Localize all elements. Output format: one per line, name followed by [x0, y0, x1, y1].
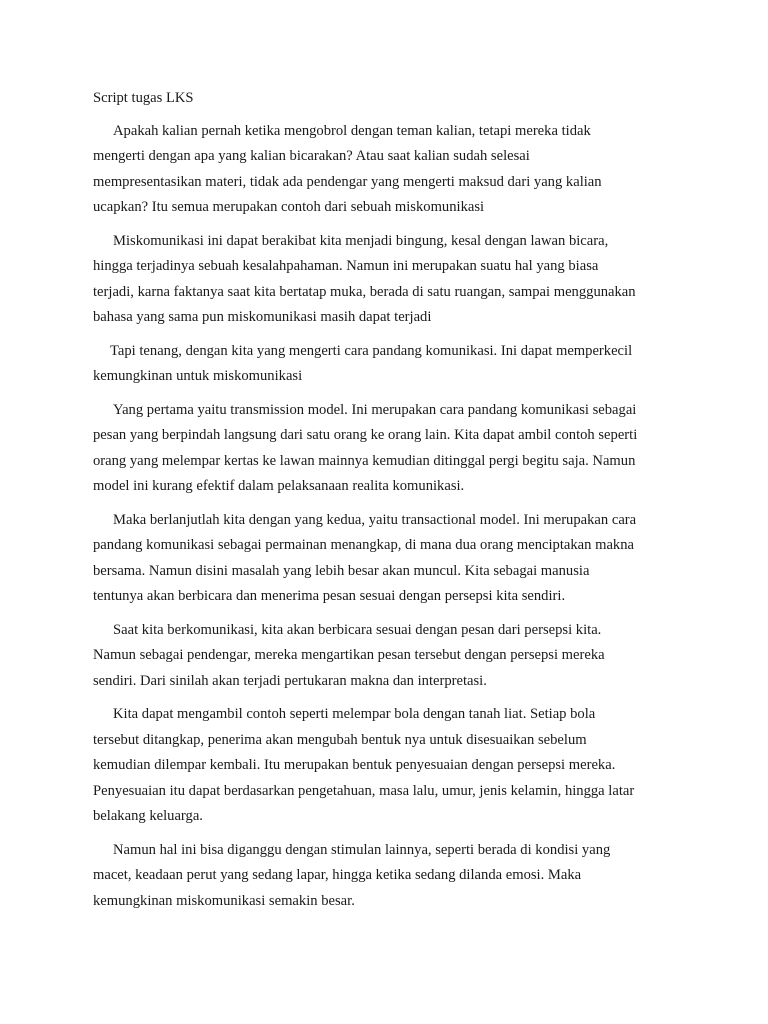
paragraph-line: pesan yang berpindah langsung dari satu orang ke orang lain. Kita dapat ambil contoh seperti	[93, 427, 638, 443]
paragraph-line: Penyesuaian itu dapat berdasarkan pengetahuan, masa lalu, umur, jenis kelamin, hingga latar	[93, 782, 635, 799]
paragraph-line: Kita dapat mengambil contoh seperti melempar bola dengan tanah liat. Setiap bola	[113, 706, 596, 722]
paragraph-7	[93, 702, 683, 830]
paragraph-line: macet, keadaan perut yang sedang lapar, hingga ketika sedang dilanda emosi. Maka	[93, 867, 582, 883]
paragraph-line: orang yang melempar kertas ke lawan mainnya kemudian ditinggal pergi begitu saja. Namun	[93, 452, 636, 469]
paragraph-line: belakang keluarga.	[93, 808, 203, 824]
paragraph-line: tentunya akan berbicara dan menerima pesan sesuai dengan persepsi kita sendiri.	[93, 588, 566, 604]
paragraph-line: kemungkinan untuk miskomunikasi	[93, 368, 303, 384]
paragraph-line: Saat kita berkomunikasi, kita akan berbicara sesuai dengan pesan dari persepsi kita.	[113, 621, 602, 638]
paragraph-line: mempresentasikan materi, tidak ada pendengar yang mengerti maksud dari yang kalian	[93, 173, 602, 190]
paragraph-line: pandang komunikasi sebagai permainan menangkap, di mana dua orang menciptakan makna	[93, 537, 635, 553]
paragraph-line: Namun hal ini bisa diganggu dengan stimulan lainnya, seperti berada di kondisi yang	[113, 841, 611, 858]
paragraph-line: terjadi, karna faktanya saat kita bertatap muka, berada di satu ruangan, sampai menggunakan	[93, 283, 636, 300]
paragraph-line: Yang pertama yaitu transmission model. Ini merupakan cara pandang komunikasi sebagai	[113, 401, 637, 418]
paragraph-2	[93, 229, 683, 331]
paragraph-line: Miskomunikasi ini dapat berakibat kita menjadi bingung, kesal dengan lawan bicara,	[113, 232, 609, 249]
paragraph-5	[93, 508, 683, 610]
paragraph-line: Apakah kalian pernah ketika mengobrol dengan teman kalian, tetapi mereka tidak	[113, 122, 591, 139]
paragraph-line: hingga terjadinya sebuah kesalahpahaman. Namun ini merupakan suatu hal yang biasa	[93, 258, 599, 274]
paragraph-line: Namun sebagai pendengar, mereka mengartikan pesan tersebut dengan persepsi mereka	[93, 647, 605, 663]
document-title: Script tugas LKS	[93, 90, 194, 106]
paragraph-line: bersama. Namun disini masalah yang lebih besar akan muncul. Kita sebagai manusia	[93, 562, 590, 579]
paragraph-line: bahasa yang sama pun miskomunikasi masih dapat terjadi	[93, 309, 432, 325]
paragraph-line: model ini kurang efektif dalam pelaksanaan realita komunikasi.	[93, 478, 465, 494]
paragraph-3	[93, 339, 683, 390]
document-page	[93, 86, 683, 922]
paragraph-8	[93, 838, 683, 915]
paragraph-line: Tapi tenang, dengan kita yang mengerti cara pandang komunikasi. Ini dapat memperkecil	[110, 342, 633, 359]
paragraph-4	[93, 398, 683, 500]
paragraph-6	[93, 618, 683, 695]
paragraph-line: kemudian dilempar kembali. Itu merupakan bentuk penyesuaian dengan persepsi mereka.	[93, 757, 616, 773]
paragraph-line: kemungkinan miskomunikasi semakin besar.	[93, 892, 355, 909]
paragraph-line: ucapkan? Itu semua merupakan contoh dari sebuah miskomunikasi	[93, 199, 485, 215]
paragraph-1	[93, 119, 683, 221]
paragraph-line: sendiri. Dari sinilah akan terjadi pertukaran makna dan interpretasi.	[93, 672, 487, 689]
paragraph-line: mengerti dengan apa yang kalian bicarakan? Atau saat kalian sudah selesai	[93, 148, 530, 164]
paragraph-line: tersebut ditangkap, penerima akan mengubah bentuk nya untuk disesuaikan sebelum	[93, 731, 587, 748]
paragraph-line: Maka berlanjutlah kita dengan yang kedua, yaitu transactional model. Ini merupakan cara	[113, 511, 637, 528]
